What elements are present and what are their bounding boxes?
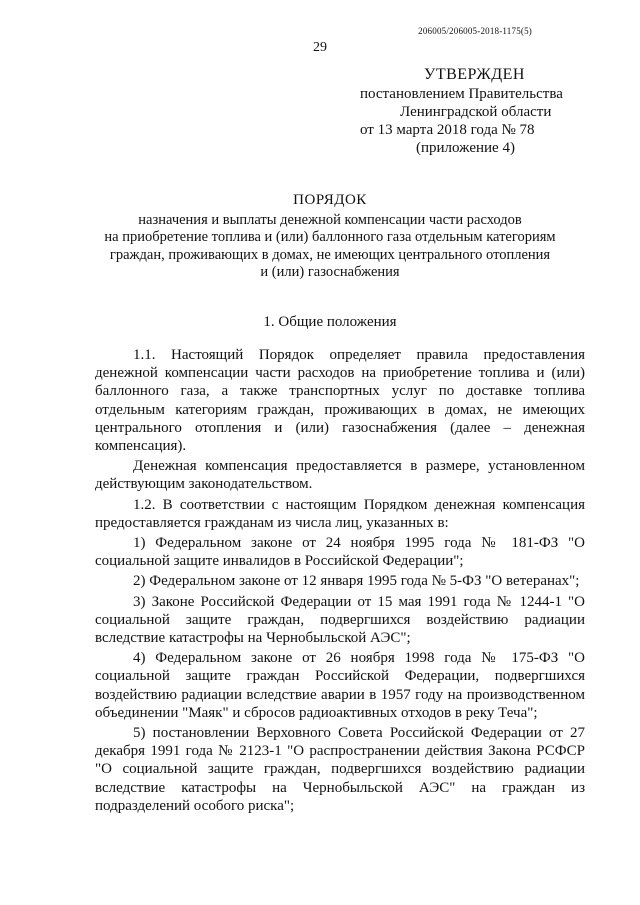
list-item-1: 1) Федеральном законе от 24 ноября 1995 года № 181-ФЗ "О социальной защите инвалидов в Российской Федерации"; (95, 535, 585, 570)
list-item-2: 2) Федеральном законе от 12 января 1995 года № 5-ФЗ "О ветеранах"; (133, 573, 580, 590)
title-line-1: назначения и выплаты денежной компенсации части расходов (138, 211, 522, 228)
approval-stamp (360, 66, 590, 157)
page-number: 29 (313, 40, 327, 55)
approval-line-2: Ленинградской области (400, 104, 552, 120)
section-heading: 1. Общие положения (263, 314, 397, 330)
approval-line-3: от 13 марта 2018 года № 78 (360, 122, 535, 138)
title-line-4: и (или) газоснабжения (260, 264, 400, 280)
document-title: ПОРЯДОК (293, 192, 367, 208)
list-item-5: 5) постановлении Верховного Совета Российской Федерации от 27 декабря 1991 года № 2123-1 "О распространении действия Закона РСФСР "О социальной защите граждан, подвергшихся воздействию радиации вследствие катастрофы на Чернобыльской АЭС" на граждан из подразделений особого риска"; (95, 725, 585, 814)
paragraph-1-2: 1.2. В соответствии с настоящим Порядком денежная компенсация предоставляется гражданам из числа лиц, указанных в: (95, 496, 585, 531)
title-line-3: граждан, проживающих в домах, не имеющих центрального отопления (109, 246, 551, 263)
paragraph-1-1: 1.1. Настоящий Порядок определяет правила предоставления денежной компенсации части расходов на приобретение топлива и (или) баллонного газа, а также транспортных услуг по доставке топлива отдельным категориям граждан, проживающих в домах, не имеющих центрального отопления и (или) газоснабжения (далее – денежная компенсация). (95, 347, 585, 455)
list-item-4: 4) Федеральном законе от 26 ноября 1998 года № 175-ФЗ "О социальной защите граждан Российской Федерации, подвергшихся воздействию радиации вследствие аварии в 1957 году на производственном объединении "Маяк" и сбросов радиоактивных отходов в реку Теча"; (95, 650, 585, 721)
document-body (95, 346, 585, 817)
paragraph-compensation-amount: Денежная компенсация предоставляется в размере, установленном действующим законодательством. (95, 458, 585, 493)
document-title-block (80, 192, 580, 282)
title-line-2: на приобретение топлива и (или) баллонного газа отдельным категориям (104, 229, 556, 245)
approval-line-1: постановлением Правительства (360, 86, 563, 102)
list-item-3: 3) Законе Российской Федерации от 15 мая 1991 года № 1244-1 "О социальной защите граждан, подвергшихся воздействию радиации вследствие катастрофы на Чернобыльской АЭС"; (95, 593, 585, 647)
document-registration-number: 206005/206005-2018-1175(5) (418, 26, 532, 36)
approved-heading: УТВЕРЖДЕН (424, 66, 525, 83)
approval-line-4: (приложение 4) (416, 140, 515, 156)
